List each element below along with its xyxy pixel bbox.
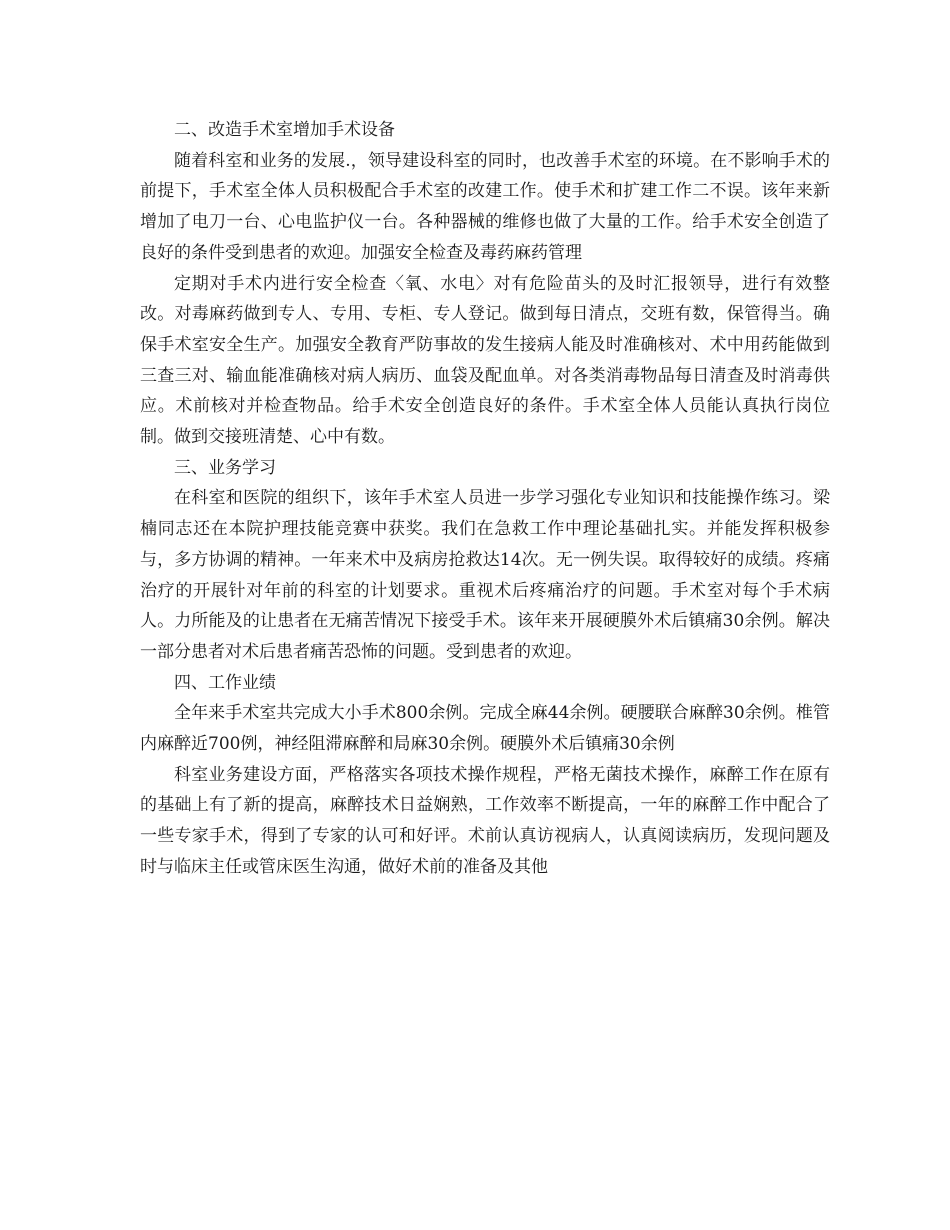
section-heading-study: 三、业务学习 bbox=[174, 457, 276, 478]
document-body bbox=[140, 115, 830, 883]
paragraph: 在科室和医院的组织下，该年手术室人员进一步学习强化专业知识和技能操作练习。梁楠同志还在本院护理技能竞赛中获奖。我们在急救工作中理论基础扎实。并能发挥积极参与，多方协调的精神。一年来术中及病房抢救达14次。无一例失误。取得较好的成绩。疼痛治疗的开展针对年前的科室的计划要求。重视术后疼痛治疗的问题。手术室对每个手术病人。力所能及的让患者在无痛苦情况下接受手术。该年来开展硬膜外术后镇痛30余例。解决一部分患者对术后患者痛苦恐怖的问题。受到患者的欢迎。 bbox=[140, 488, 830, 662]
paragraph: 定期对手术内进行安全检查〈氧、水电〉对有危险苗头的及时汇报领导，进行有效整改。对毒麻药做到专人、专用、专柜、专人登记。做到每日清点，交班有数，保管得当。确保手术室安全生产。加强安全教育严防事故的发生接病人能及时准确核对、术中用药能做到三查三对、输血能准确核对病人病历、血袋及配血单。对各类消毒物品每日清查及时消毒供应。术前核对并检查物品。给手术安全创造良好的条件。手术室全体人员能认真执行岗位制。做到交接班清楚、心中有数。 bbox=[140, 273, 830, 448]
paragraph: 随着科室和业务的发展.，领导建设科室的同时，也改善手术室的环境。在不影响手术的前提下，手术室全体人员积极配合手术室的改建工作。使手术和扩建工作二不误。该年来新增加了电刀一台、心电监护仪一台。各种器械的维修也做了大量的工作。给手术安全创造了良好的条件受到患者的欢迎。加强安全检查及毒药麻药管理 bbox=[140, 150, 830, 263]
section-heading-performance: 四、工作业绩 bbox=[174, 672, 276, 693]
paragraph: 科室业务建设方面，严格落实各项技术操作规程，严格无菌技术操作，麻醉工作在原有的基础上有了新的提高，麻醉技术日益娴熟，工作效率不断提高，一年的麻醉工作中配合了一些专家手术，得到了专家的认可和好评。术前认真访视病人，认真阅读病历，发现问题及时与临床主任或管床医生沟通，做好术前的准备及其他 bbox=[140, 764, 830, 877]
paragraph: 全年来手术室共完成大小手术800余例。完成全麻44余例。硬腰联合麻醉30余例。椎管内麻醉近700例，神经阻滞麻醉和局麻30余例。硬膜外术后镇痛30余例 bbox=[140, 703, 830, 755]
section-heading-equipment: 二、改造手术室增加手术设备 bbox=[174, 120, 395, 140]
